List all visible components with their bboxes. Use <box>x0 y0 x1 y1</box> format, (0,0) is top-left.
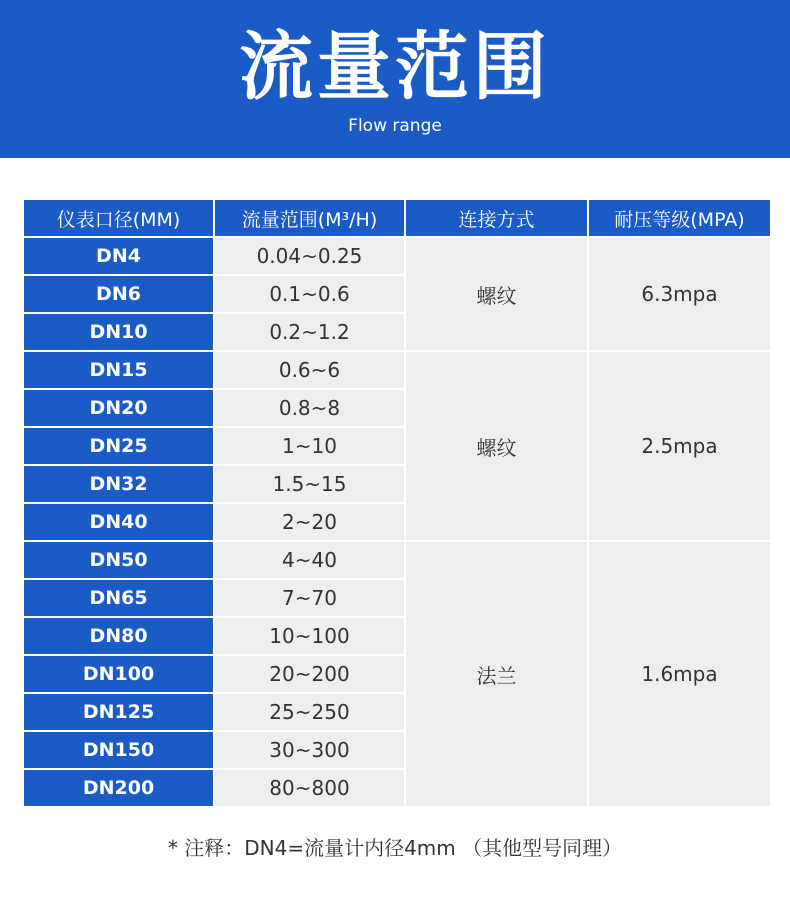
page-subtitle: Flow range <box>348 116 442 136</box>
flow-cell: 0.04~0.25 <box>214 237 405 275</box>
table-row <box>23 237 771 275</box>
connection-cell: 螺纹 <box>405 351 588 541</box>
flow-cell: 7~70 <box>214 579 405 617</box>
diameter-cell: DN200 <box>23 769 214 807</box>
diameter-cell: DN6 <box>23 275 214 313</box>
footnote: * 注释：DN4=流量计内径4mm （其他型号同理） <box>167 836 623 860</box>
diameter-cell: DN40 <box>23 503 214 541</box>
diameter-cell: DN4 <box>23 237 214 275</box>
flow-cell: 0.6~6 <box>214 351 405 389</box>
diameter-cell: DN20 <box>23 389 214 427</box>
flow-cell: 0.1~0.6 <box>214 275 405 313</box>
table-row <box>23 541 771 579</box>
table-header-row <box>23 199 771 237</box>
diameter-cell: DN15 <box>23 351 214 389</box>
column-header-pressure: 耐压等级(MPA) <box>588 199 771 237</box>
pressure-cell: 6.3mpa <box>588 237 771 351</box>
flow-cell: 80~800 <box>214 769 405 807</box>
diameter-cell: DN65 <box>23 579 214 617</box>
diameter-cell: DN100 <box>23 655 214 693</box>
column-header-diameter: 仪表口径(MM) <box>23 199 214 237</box>
flow-cell: 0.8~8 <box>214 389 405 427</box>
table-row <box>23 351 771 389</box>
connection-cell: 法兰 <box>405 541 588 807</box>
flow-cell: 30~300 <box>214 731 405 769</box>
diameter-cell: DN150 <box>23 731 214 769</box>
connection-cell: 螺纹 <box>405 237 588 351</box>
column-header-connection: 连接方式 <box>405 199 588 237</box>
diameter-cell: DN25 <box>23 427 214 465</box>
flow-cell: 20~200 <box>214 655 405 693</box>
flow-range-table <box>22 198 772 808</box>
flow-cell: 1.5~15 <box>214 465 405 503</box>
flow-cell: 2~20 <box>214 503 405 541</box>
diameter-cell: DN125 <box>23 693 214 731</box>
diameter-cell: DN50 <box>23 541 214 579</box>
header-banner <box>0 0 790 158</box>
diameter-cell: DN80 <box>23 617 214 655</box>
pressure-cell: 1.6mpa <box>588 541 771 807</box>
flow-cell: 1~10 <box>214 427 405 465</box>
diameter-cell: DN10 <box>23 313 214 351</box>
page-title: 流量范围 <box>239 24 551 110</box>
column-header-flow: 流量范围(M³/H) <box>214 199 405 237</box>
flow-cell: 10~100 <box>214 617 405 655</box>
flow-cell: 25~250 <box>214 693 405 731</box>
diameter-cell: DN32 <box>23 465 214 503</box>
flow-cell: 4~40 <box>214 541 405 579</box>
flow-cell: 0.2~1.2 <box>214 313 405 351</box>
pressure-cell: 2.5mpa <box>588 351 771 541</box>
